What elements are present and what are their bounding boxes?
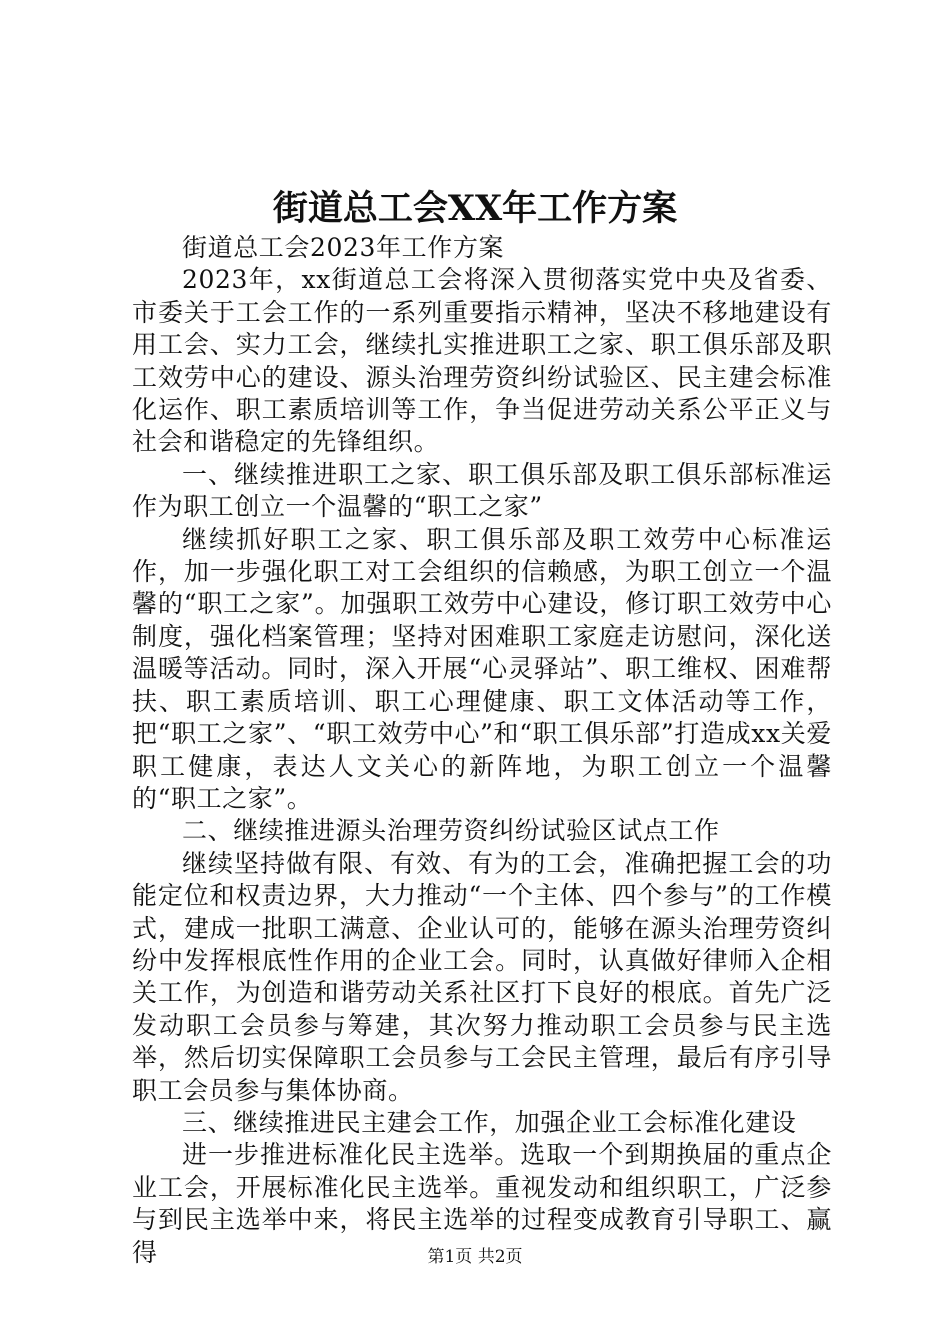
subtitle-paragraph: 街道总工会2023年工作方案 <box>182 233 505 262</box>
intro-paragraph: 2023年，xx街道总工会将深入贯彻落实党中央及省委、市委关于工会工作的一系列重要指示精神，坚决不移地建设有用工会、实力工会，继续扎实推进职工之家、职工俱乐部及职工效劳中心的建设、源头治理劳资纠纷试验区、民主建会标准化运作、职工素质培训等工作，争当促进劳动关系公平正义与社会和谐稳定的先锋组织。 <box>132 265 832 457</box>
document-title: 街道总工会XX年工作方案 <box>272 188 678 229</box>
page-footer: 第1页 共2页 <box>427 1247 523 1267</box>
section-body-3: 进一步推进标准化民主选举。选取一个到期换届的重点企业工会，开展标准化民主选举。重视发动和组织职工，广泛参与到民主选举中来，将民主选举的过程变成教育引导职工、赢得 <box>132 1140 832 1267</box>
section-body-1: 继续抓好职工之家、职工俱乐部及职工效劳中心标准运作，加一步强化职工对工会组织的信赖感，为职工创立一个温馨的“职工之家”。加强职工效劳中心建设，修订职工效劳中心制度，强化档案管理；坚持对困难职工家庭走访慰问，深化送温暖等活动。同时，深入开展“心灵驿站”、职工维权、困难帮扶、职工素质培训、职工心理健康、职工文体活动等工作，把“职工之家”、“职工效劳中心”和“职工俱乐部”打造成xx关爱职工健康，表达人文关心的新阵地，为职工创立一个温馨的“职工之家”。 <box>132 524 832 813</box>
section-heading-3: 三、继续推进民主建会工作，加强企业工会标准化建设 <box>182 1107 797 1137</box>
section-body-2: 继续坚持做有限、有效、有为的工会，准确把握工会的功能定位和权责边界，大力推动“一个主体、四个参与”的工作模式，建成一批职工满意、企业认可的，能够在源头治理劳资纠纷中发挥根底性作用的企业工会。同时，认真做好律师入企相关工作，为创造和谐劳动关系社区打下良好的根底。首先广泛发动职工会员参与筹建，其次努力推动职工会员参与民主选举，然后切实保障职工会员参与工会民主管理，最后有序引导职工会员参与集体协商。 <box>132 848 832 1105</box>
document-body <box>132 232 832 1269</box>
section-heading-1: 一、继续推进职工之家、职工俱乐部及职工俱乐部标准运作为职工创立一个温馨的“职工之家” <box>132 459 832 522</box>
section-heading-2: 二、继续推进源头治理劳资纠纷试验区试点工作 <box>182 816 720 846</box>
